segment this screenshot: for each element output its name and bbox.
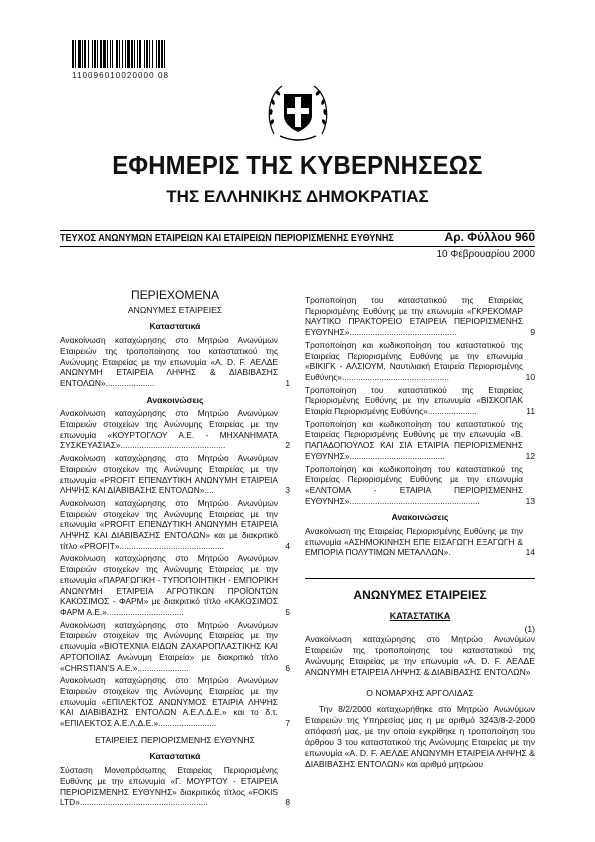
contents-entry-text: Ανακοίνωση καταχώρησης στο Μητρώο Ανωνύμων Εταιρειών στοιχείων της Ανώνυμης Εταιρείας με την επωνυμία «ΕΠΙΛΕΚΤΟΣ ΑΝΩΝΥΜΟΣ ΕΤΑΙΡΙΑ ΛΗΨΗΣ ΚΑΙ ΔΙΑΒΙΒΑΣΗΣ ΕΝΤΟΛΩΝ Α.Ε.Λ.Δ.Ε.» και το δ.τ. «ΕΠΙΛΕΚΤΟΣ Α.Ε.Λ.Δ.Ε.»......................... — [60, 675, 278, 729]
divider — [60, 246, 535, 247]
contents-list — [60, 765, 290, 808]
contents-list — [305, 295, 535, 506]
contents-entry[interactable] — [60, 553, 290, 617]
contents-left-column — [60, 290, 290, 810]
prefect-title: Ο ΝΟΜΑΡΧΗΣ ΑΡΓΟΛΙΔΑΣ — [366, 688, 474, 698]
contents-entry[interactable] — [60, 335, 290, 389]
contents-entry-text: Ανακοίνωση καταχώρησης στο Μητρώο Ανωνύμων Εταιρειών στοιχείων της Ανώνυμης Εταιρείας με την επωνυμία «PROFIT ΕΠΕΝΔΥΤΙΚΗ ΑΝΩΝΥΜΗ ΕΤΑΙΡΕΙΑ ΛΗΨΗΣ ΚΑΙ ΔΙΑΒΙΒΑΣΗΣ ΕΝΤΟΛΩΝ» και με διακριτικό τίτλο «PROFIT»............................................. — [60, 497, 278, 551]
contents-list — [60, 408, 290, 728]
contents-entry[interactable] — [305, 464, 535, 507]
barcode-number: 110096010020000 08 — [72, 71, 170, 80]
contents-right-column — [305, 295, 535, 560]
page-number: 3 — [285, 485, 290, 496]
body-paragraph: Την 8/2/2000 καταχωρήθηκε στο Μητρώο Ανωνύμων Εταιρειών της Υπηρεσίας μας η με αριθμό 3243/8-2-2000 απόφασή μας, με την οποία εγκρίθηκε η τροποποίηση του άρθρου 3 του καταστατικού της Ανώνυμης Εταιρείας με την επωνυμία «Α. D. F. ΑΕΛΔΕ ΑΝΩΝΥΜΗ ΕΤΑΙΡΕΙΑ ΛΗΨΗΣ & ΔΙΑΒΙΒΑΣΗΣ ΕΝΤΟΛΩΝ» και αριθμό μητρώου — [305, 704, 535, 769]
contents-entry[interactable] — [60, 620, 290, 674]
page-number: 12 — [525, 450, 535, 461]
body-announcement: Ανακοίνωση καταχώρησης στο Μητρώο Ανωνύμων Εταιρειών της τροποποίησης του καταστατικού της Ανώνυμης Εταιρείας με την επωνυμία «Α. D. F. ΑΕΛΔΕ ΑΝΩΝΥΜΗ ΕΤΑΙΡΕΙΑ ΛΗΨΗΣ & ΔΙΑΒΙΒΑΣΗΣ ΕΝΤΟΛΩΝ» — [305, 634, 535, 677]
page-number: 6 — [285, 662, 290, 673]
contents-entry-text: Ανακοίνωση καταχώρησης στο Μητρώο Ανωνύμων Εταιρειών στοιχείων της Ανώνυμης Εταιρείας με την επωνυμία «ΚΟΥΡΤΟΓΛΟΥ Α.Ε. - ΜΗΧΑΝΗΜΑΤΑ ΣΥΣΚΕΥΑΣΙΑΣ»............................................. — [60, 408, 278, 451]
contents-entry-text: Τροποποίηση του καταστατικού της Εταιρείας Περιορισμένης Ευθύνης με την επωνυμία «ΓΚΡΕΚΟΜΑΡ ΝΑΥΤΙΚΟ ΠΡΑΚΤΟΡΕΙΟ ΕΤΑΙΡΕΙΑ ΠΕΡΙΟΡΙΣΜΕΝΗΣ ΕΥΘΥΝΗΣ».............................................. — [305, 295, 523, 338]
page-number: 7 — [285, 718, 290, 729]
contents-entry-text: Τροποποίηση και κωδικοποίηση του καταστατικού της Εταιρείας Περιορισμένης Ευθύνης με την επωνυμία «Β. ΠΑΠΑΔΟΠΟΥΛΟΣ ΚΑΙ ΣΙΑ ΕΤΑΙΡΙΑ ΠΕΡΙΟΡΙΣΜΕΝΗΣ ΕΥΘΥΝΗΣ»......................................... — [305, 418, 523, 461]
contents-entry-text: Ανακοίνωση καταχώρησης στο Μητρώο Ανωνύμων Εταιρειών στοιχείων της Ανώνυμης Εταιρείας με την επωνυμία «ΠΑΡΑΓΩΓΙΚΗ - ΤΥΠΟΠΟΙΗΤΙΚΗ - ΕΜΠΟΡΙΚΗ ΑΝΩΝΥΜΗ ΕΤΑΙΡΕΙΑ ΑΓΡΟΤΙΚΩΝ ΠΡΟΪΟΝΤΩΝ ΚΑΚΟΣΙΜΟΣ - ΦΑΡΜ» με διακριτικό τίτλο «ΚΑΚΟΣΙΜΟΣ ΦΑΡΜ Α.Ε.»................................. — [60, 553, 278, 617]
contents-entry[interactable] — [60, 498, 290, 552]
contents-entry[interactable] — [60, 408, 290, 451]
contents-entry[interactable] — [60, 453, 290, 496]
subsection-heading: Ανακοινώσεις — [146, 394, 204, 405]
section-heading: ΑΝΩΝΥΜΕΣ ΕΤΑΙΡΕΙΕΣ — [127, 304, 223, 315]
page-number: 4 — [285, 540, 290, 551]
greek-coat-of-arms-icon — [262, 74, 334, 146]
contents-entry-text: Σύσταση Μονοπρόσωπης Εταιρείας Περιορισμένης Ευθύνης με την επωνυμία «Γ. ΜΟΥΡΤΟΥ - ΕΤΑΙΡΕΙΑ ΠΕΡΙΟΡΙΣΜΕΝΗΣ ΕΥΘΥΝΗΣ» διακριτικός τίτλος «FOKIS LTD»....................................................... — [60, 765, 278, 808]
page-number: 8 — [285, 797, 290, 808]
page-number: 2 — [285, 440, 290, 451]
contents-entry-text: Τροποποίηση και κωδικοποίηση του καταστατικού της Εταιρείας Περιορισμένης Ευθύνης με την επωνυμία «ΒΙΚΙΓΚ - ΑΛΣΙΟΥΜ, Ναυτιλιακή Εταιρεία Περιορισμένης Ευθύνης».............................................. — [305, 339, 523, 382]
page-number: 5 — [285, 606, 290, 617]
issue-title: ΤΕΥΧΟΣ ΑΝΩΝΥΜΩΝ ΕΤΑΙΡΕΙΩΝ ΚΑΙ ΕΤΑΙΡΕΙΩΝ ΠΕΡΙΟΡΙΣΜΕΝΗΣ ΕΥΘΥΝΗΣ — [60, 232, 394, 244]
contents-entry-text: Ανακοίνωση της Εταιρείας Περιορισμένης Ευθύνης με την επωνυμία «ΑΣΗΜΟΚΙΝΗΣΗ ΕΠΕ ΕΙΣΑΓΩΓΗ ΕΞΑΓΩΓΗ & ΕΜΠΟΡΙΑ ΠΟΛΥΤΙΜΩΝ ΜΕΤΑΛΛΩΝ». — [305, 526, 523, 558]
subsection-heading: Ανακοινώσεις — [391, 512, 449, 523]
page-number: 11 — [526, 406, 535, 417]
gazette-subtitle: ΤΗΣ ΕΛΛΗΝΙΚΗΣ ΔΗΜΟΚΡΑΤΙΑΣ — [166, 187, 429, 206]
barcode — [72, 40, 208, 68]
divider — [305, 578, 535, 579]
contents-entry-text: Τροποποίηση και κωδικοποίηση του καταστατικού της Εταιρείας Περιορισμένης Ευθύνης με την επωνυμία «ΕΛΝΤΟΜΑ - ΕΤΑΙΡΙΑ ΠΕΡΙΟΡΙΣΜΕΝΗΣ ΕΥΘΥΝΗΣ»........................................................ — [305, 463, 523, 506]
contents-list — [305, 526, 535, 558]
contents-entry-text: Τροποποίηση του καταστατικού της Εταιρείας Περιορισμένης Ευθύνης με την επωνυμία «ΒΙΣΚΟΠΑΚ Εταιρία Περιορισμένης Ευθύνης»..................... — [305, 384, 523, 417]
sheet-number: Αρ. Φύλλου 960 — [444, 230, 535, 244]
section-heading: ΕΤΑΙΡΕΙΕΣ ΠΕΡΙΟΡΙΣΜΕΝΗΣ ΕΥΘΥΝΗΣ — [95, 734, 255, 745]
gazette-title: ΕΦΗΜΕΡΙΣ ΤΗΣ ΚΥΒΕΡΝΗΣΕΩΣ — [112, 150, 483, 180]
subsection-heading: Καταστατικά — [149, 751, 201, 762]
body-heading: ΑΝΩΝΥΜΕΣ ΕΤΑΙΡΕΙΕΣ — [353, 588, 487, 602]
contents-entry[interactable] — [305, 385, 535, 417]
page-number: 13 — [525, 495, 535, 506]
body-subheading: ΚΑΤΑΣΤΑΤΙΚΑ — [389, 611, 451, 621]
page-number: 1 — [285, 377, 290, 388]
contents-entry[interactable] — [305, 340, 535, 383]
contents-heading: ΠΕΡΙΕΧΟΜΕΝΑ — [130, 288, 220, 302]
page-number: 9 — [530, 327, 535, 338]
contents-entry[interactable] — [305, 295, 535, 338]
contents-entry[interactable] — [305, 419, 535, 462]
contents-entry[interactable] — [60, 675, 290, 729]
contents-entry-text: Ανακοίνωση καταχώρησης στο Μητρώο Ανωνύμων Εταιρειών στοιχείων της Ανώνυμης Εταιρείας με την επωνυμία «PROFIT ΕΠΕΝΔΥΤΙΚΗ ΑΝΩΝΥΜΗ ΕΤΑΙΡΕΙΑ ΛΗΨΗΣ ΚΑΙ ΔΙΑΒΙΒΑΣΗΣ ΕΝΤΟΛΩΝ».... — [60, 453, 278, 496]
contents-list — [60, 335, 290, 389]
subsection-heading: Καταστατικά — [149, 321, 201, 332]
contents-entry-text: Ανακοίνωση καταχώρησης στο Μητρώο Ανωνύμων Εταιρειών στοιχείων της Ανώνυμης Εταιρείας με την επωνυμία «ΒΙΟΤΕΧΝΙΑ ΕΙΔΩΝ ΖΑΧΑΡΟΠΛΑΣΤΙΚΗΣ ΚΑΙ ΑΡΤΟΠΟΙΙΑΣ Ανώνυμη Εταιρεία» με διακριτικό τίτλο «CHRSTIAN'S Α.Ε.»...................... — [60, 619, 278, 673]
contents-entry[interactable] — [60, 765, 290, 808]
issue-date: 10 Φεβρουαρίου 2000 — [436, 249, 535, 260]
contents-entry-text: Ανακοίνωση καταχώρησης στο Μητρώο Ανωνύμων Εταιρειών της τροποποίησης του καταστατικού της Ανώνυμης Εταιρείας με την επωνυμία «Α. D. F. ΑΕΛΔΕ ΑΝΩΝΥΜΗ ΕΤΑΙΡΕΙΑ ΛΗΨΗΣ & ΔΙΑΒΙΒΑΣΗΣ ΕΝΤΟΛΩΝ»..................... — [60, 335, 278, 388]
page-number: 10 — [525, 371, 535, 382]
item-number: (1) — [524, 624, 535, 634]
contents-entry[interactable] — [305, 526, 535, 558]
page-number: 14 — [525, 547, 535, 558]
